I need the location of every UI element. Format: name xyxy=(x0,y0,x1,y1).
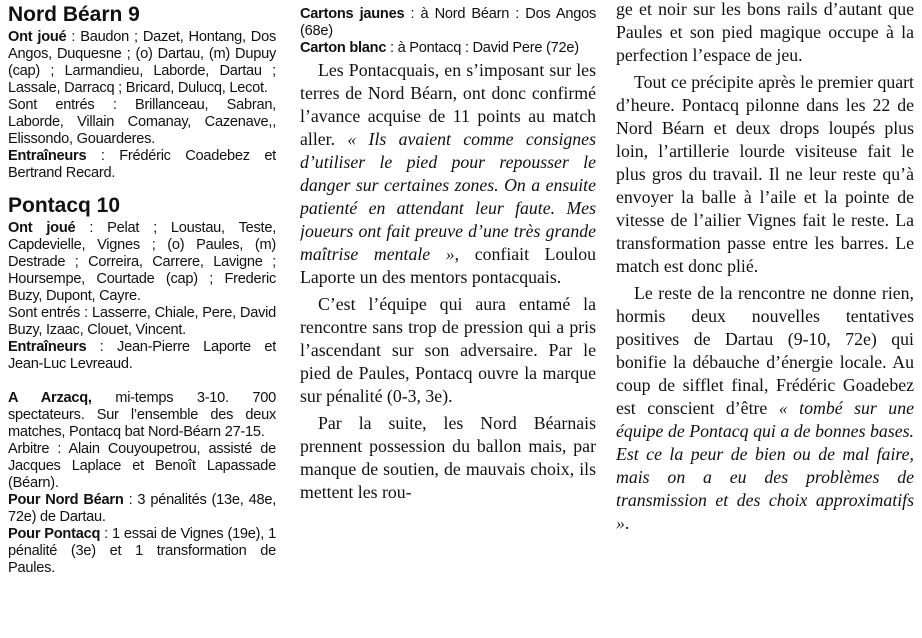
p5-quote: « tombé sur une équipe de Pontacq qui a de bonnes bases. Est ce la peur de bien ou de mal faire, mais on a eu des problèmes de transmission et des choix approximatifs » xyxy=(616,398,914,533)
entraineurs-label: Entraîneurs xyxy=(8,339,87,355)
pour-nord-bearn-text: : 3 pénalités (13e, 48e, 72e) de Dartau. xyxy=(8,492,276,525)
article-paragraph-4: Tout ce précipite après le premier quart d’heure. Pontacq pilonne dans les 22 de Nord Béarn et deux drops loupés plus loin, l’artillerie lourde visiteuse fait le plus gros du travail. Il ne leur reste qu’à envoyer la balle à l’aile et la pointe de vitesse de l’ailier Vignes fait le reste. La transformation passe entre les barres. Le match est donc plié. xyxy=(616,72,914,276)
entraineurs-text: : Frédéric Coadebez et Bertrand Recard. xyxy=(8,148,276,181)
p5-text: Le reste de la rencontre ne donne rien, hormis deux nouvelles tentatives positives de Dartau (9-10, 72e) qui bonifie la débauche d’énergie locale. Au coup de sifflet final, Frédéric Goadebez est conscient d’être xyxy=(616,283,914,418)
article-paragraph-5 xyxy=(616,282,914,535)
article-paragraph-3-continued: ge et noir sur les bons rails d’autant que Paules et son pied magique occupe à la perfection l’espace de jeu. xyxy=(616,0,914,65)
pour-pontacq-text: : 1 essai de Vignes (19e), 1 pénalité (3e) et 1 transformation de Paules. xyxy=(8,526,276,576)
pontacq-lineup xyxy=(8,220,276,305)
pontacq-substitutes: Sont entrés : Lasserre, Chiale, Pere, David Buzy, Izaac, Clouet, Vincent. xyxy=(8,305,276,338)
entraineurs-label: Entraîneurs xyxy=(8,148,87,164)
column-team-lineups xyxy=(8,0,276,638)
p1-text-end: , confiait Loulou Laporte un des mentors pontacquais. xyxy=(300,244,596,287)
article-paragraph-2: C’est l’équipe qui aura entamé la rencontre sans trop de pression qui a pris l’ascendant sur son adversaire. Par le pied de Paules, Pontacq ouvre la marque sur pénalité (0-3, 3e). xyxy=(300,294,596,406)
nord-bearn-substitutes: Sont entrés : Brillanceau, Sabran, Laborde, Villain Comanay, Cazenave,, Elissondo, Gouarderes. xyxy=(8,97,276,147)
team-title-nord-bearn: Nord Béarn 9 xyxy=(8,3,140,26)
entraineurs-text: : Jean-Pierre Laporte et Jean-Luc Levreaud. xyxy=(8,339,276,372)
ont-joue-text: : Pelat ; Loustau, Teste, Capdevielle, Vignes ; (o) Paules, (m) Destrade ; Correira, Carrere, Lavigne ; Hoursempe, Courtade (cap) ; Frederic Buzy, Dupont, Cayre. xyxy=(8,220,276,304)
column-article-1 xyxy=(300,0,596,638)
white-card xyxy=(300,40,596,57)
p1-text: Les Pontacquais, en s’imposant sur les terres de Nord Béarn, ont donc confirmé l’avance acquise de 11 points au match aller. xyxy=(300,60,596,149)
ont-joue-label: Ont joué xyxy=(8,220,76,236)
venue-text: mi-temps 3-10. 700 spectateurs. Sur l’ensemble des deux matches, Pontacq bat Nord-Béarn 27-15. xyxy=(8,390,276,440)
carton-blanc-text: : à Pontacq : David Pere (72e) xyxy=(386,40,579,56)
cartons-jaunes-label: Cartons jaunes xyxy=(300,6,405,22)
ont-joue-label: Ont joué xyxy=(8,29,67,45)
pontacq-coaches xyxy=(8,339,276,373)
nord-bearn-lineup xyxy=(8,29,276,97)
pour-nord-bearn-label: Pour Nord Béarn xyxy=(8,492,124,508)
article-paragraph-3: Par la suite, les Nord Béarnais prennent possession du ballon mais, par manque de soutien, de mauvais choix, ils mettent les rou- xyxy=(300,413,596,502)
match-referee: Arbitre : Alain Couyoupetrou, assisté de Jacques Laplace et Benoît Lapassade (Béarn). xyxy=(8,441,276,491)
scorers-nord-bearn xyxy=(8,492,276,526)
yellow-cards xyxy=(300,6,596,40)
scorers-pontacq-start xyxy=(8,526,276,577)
article-paragraph-1 xyxy=(300,59,596,289)
pour-pontacq-label: Pour Pontacq xyxy=(8,526,101,542)
cartons-jaunes-text: : à Nord Béarn : Dos Angos (68e) xyxy=(300,6,596,39)
carton-blanc-label: Carton blanc xyxy=(300,40,387,56)
match-venue xyxy=(8,390,276,441)
ont-joue-text: : Baudon ; Dazet, Hontang, Dos Angos, Duquesne ; (o) Dartau, (m) Dupuy (cap) ; Larmandieu, Laborde, Dartau ; Lassale, Darracq ; Bricard, Dulucq, Lecot. xyxy=(8,29,276,96)
p5-text-end: . xyxy=(624,513,630,533)
team-title-pontacq: Pontacq 10 xyxy=(8,194,121,217)
p1-quote: « Ils avaient comme consignes d’utiliser le pied pour repousser le danger sur certaines zones. On a ensuite patienté en attendant leur faute. Mes joueurs ont fait preuve d’une très grande maîtrise mentale » xyxy=(300,129,596,264)
nord-bearn-coaches xyxy=(8,148,276,182)
venue-label: A Arzacq, xyxy=(8,390,92,406)
column-article-2 xyxy=(616,0,914,638)
